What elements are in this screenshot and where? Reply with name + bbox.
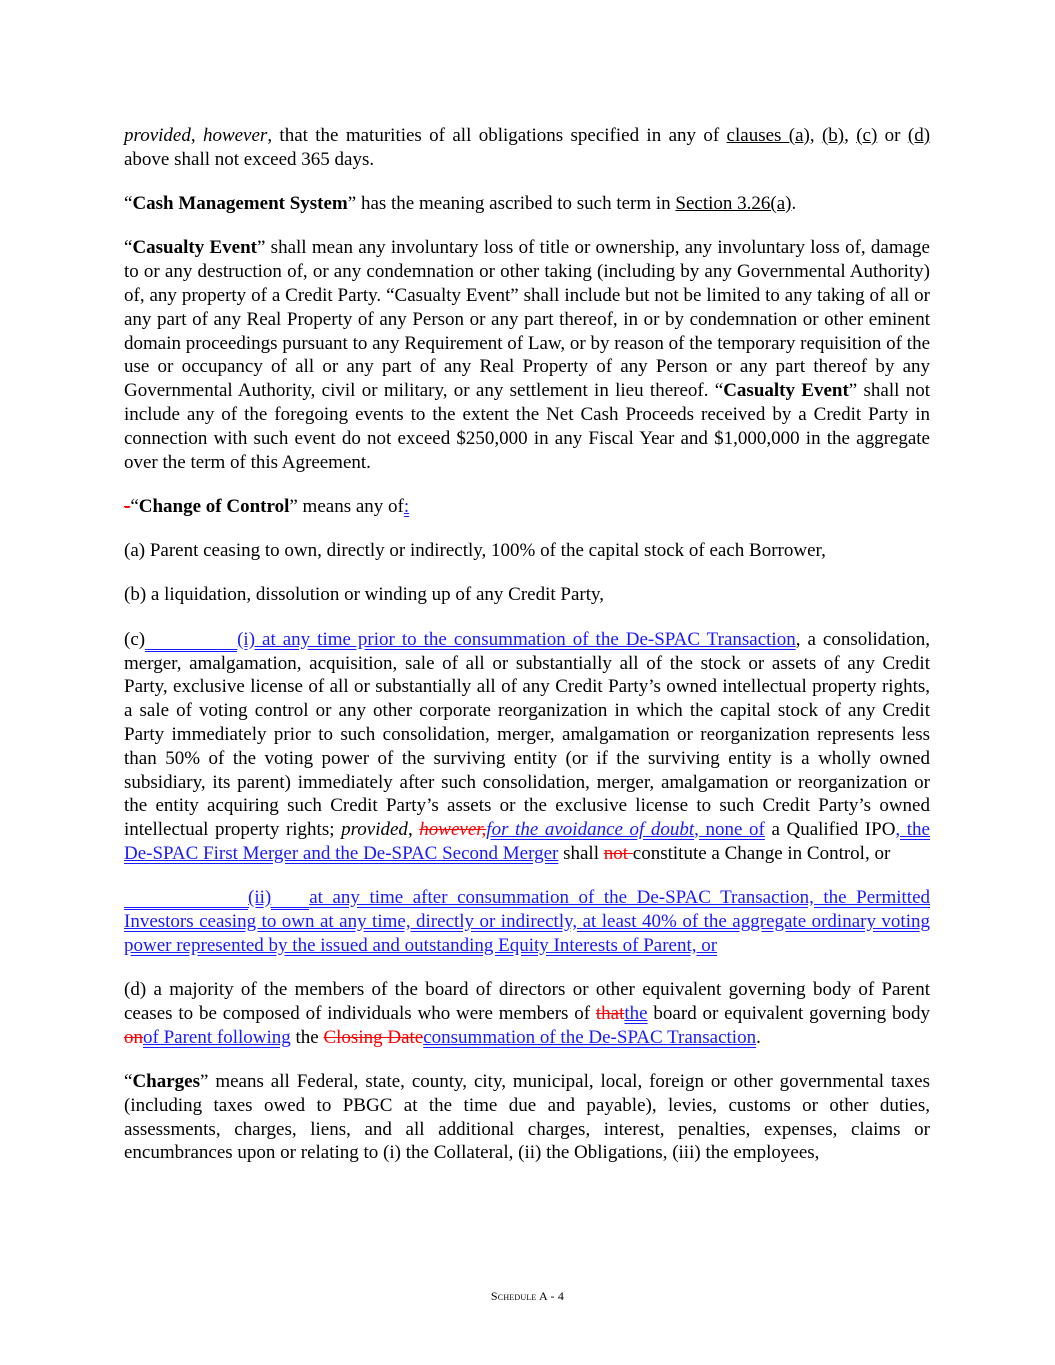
text-run: shall [558,842,604,864]
inserted-text: , the De-SPAC First Merger and the De-SPAC Second Merger [124,819,930,864]
text-run: . [791,193,797,215]
text-run: , [809,125,822,146]
text-run: , [190,125,203,146]
inserted-text: for the avoidance of doubt [486,819,695,841]
text-run: “ [124,237,133,259]
text-run: “ [130,495,139,517]
text-run: board or equivalent governing body [647,1002,930,1024]
cross-reference: (b) [821,125,845,146]
text-run: ” shall not include any of the foregoing events to the extent the Net Cash Proceeds received by a Credit Party in connection with such event do not exceed $250,000 in any Fiscal Year and $1,000,000 in the aggregate over the term of this Agreement. [124,380,930,473]
text-run: , a consolidation, merger, amalgamation, acquisition, sale of all or substantially all of the stock or assets of any Credit Party, exclusive license of all or substantially all of any Credit Party’s owned intellectual property rights, a sale of voting control or any other corporate reorganization in which the capital stock of any Credit Party immediately prior to such consolidation, merger, amalgamation or reorganization represents less than 50% of the voting power of the surviving entity (or if the surviving entity is a wholly owned subsidiary, its parent) immediately after such consolidation, merger, amalgamation or reorganization or the entity acquiring such Credit Party’s assets or the exclusive license to such Credit Party’s owned intellectual property rights; [124,628,931,841]
paragraph [124,236,930,474]
paragraph [124,628,930,866]
text-run: ” means any of [289,495,404,517]
deleted-text: - [124,495,131,517]
document-body [124,124,930,1186]
paragraph [124,583,930,607]
defined-term: Casualty Event [132,237,257,259]
paragraph [124,495,930,519]
inserted-tab [145,629,237,652]
text-run: (a) Parent ceasing to own, directly or indirectly, 100% of the capital stock of each Borrower, [124,540,826,562]
paragraph [124,192,930,216]
deleted-text: however, [419,819,487,841]
text-run: ” means all Federal, state, county, city, municipal, local, foreign or other governmental taxes (including taxes owed to PBGC at the time due and payable), levies, customs or other duties, assessments, charges, liens, and all additional charges, interest, penalties, expenses, claims or encumbrances upon or relating to (i) the Collateral, (ii) the Obligations, (iii) the employees, [124,1071,930,1164]
italic-text: provided [341,819,408,841]
cross-reference: (d) [907,125,931,146]
text-run: above shall not exceed 365 days. [124,148,375,170]
defined-term: Cash Management System [132,193,348,215]
defined-term: Charges [132,1071,200,1092]
text-run: (c) [124,628,146,650]
text-run: a Qualified IPO [764,819,896,841]
text-run: the [290,1026,324,1048]
inserted-text: (ii) [248,887,272,909]
cross-reference: clauses (a) [726,125,810,146]
inserted-text: (i) at any time prior to the consummation of the De-SPAC Transaction [237,628,796,650]
deleted-text: not [603,842,633,864]
text-run: . [756,1026,761,1048]
defined-term: Change of Control [138,495,290,517]
inserted-text: , none of [694,819,765,841]
paragraph [124,124,930,172]
page-footer: Schedule A - 4 [490,1289,565,1303]
text-run: , that the maturities of all obligations specified in any of [267,125,727,146]
text-run: ” shall mean any involuntary loss of title or ownership, any involuntary loss of, damage to or any destruction of, or any condemnation or other taking (including by any Governmental Authority) of, any property of a Credit Party. “Casualty Event” shall include but not be limited to any taking of all or any part of any Real Property of any Person or any part thereof, in or by condemnation or other eminent domain proceedings pursuant to any Requirement of Law, or by reason of the temporary requisition of the use or occupancy of all or any part of any Real Property of any Person or any part thereof by any Governmental Authority, civil or military, or any settlement in lieu thereof. “ [124,237,930,402]
inserted-text: consummation of the De-SPAC Transaction [423,1026,757,1048]
deleted-text: on [124,1026,143,1048]
text-run: , [844,125,857,146]
italic-text: however [202,125,268,146]
deleted-text: that [595,1002,625,1024]
inserted-tab [271,887,309,910]
paragraph [124,539,930,563]
inserted-text: : [403,495,410,517]
paragraph [124,978,930,1049]
cross-reference: Section 3.26(a) [675,193,792,215]
inserted-text: of Parent following [143,1026,291,1048]
text-run: (b) a liquidation, dissolution or winding up of any Credit Party, [124,584,605,606]
inserted-text: at any time after consummation of the De-SPAC Transaction, the Permitted Investors ceasing to own at any time, directly or indirectly, at least 40% of the aggregate ordinary voting power represented by the issued and outstanding Equity Interests of Parent, or [124,887,930,956]
text-run: “ [124,193,133,215]
defined-term: Casualty Event [723,380,849,402]
paragraph [124,886,930,957]
inserted-tab [124,887,248,910]
paragraph [124,1070,930,1165]
text-run: constitute a Change in Control, or [632,842,891,864]
italic-text: provided [124,125,191,146]
text-run: or [877,125,908,146]
cross-reference: (c) [856,125,878,146]
text-run: “ [124,1071,133,1092]
deleted-text: Closing Date [323,1026,424,1048]
text-run: , [407,819,420,841]
text-run: (d) a majority of the members of the board of directors or other equivalent governing body of Parent ceases to be composed of individuals who were members of [124,979,930,1024]
text-run: ” has the meaning ascribed to such term in [347,193,676,215]
inserted-text: the [624,1002,648,1024]
